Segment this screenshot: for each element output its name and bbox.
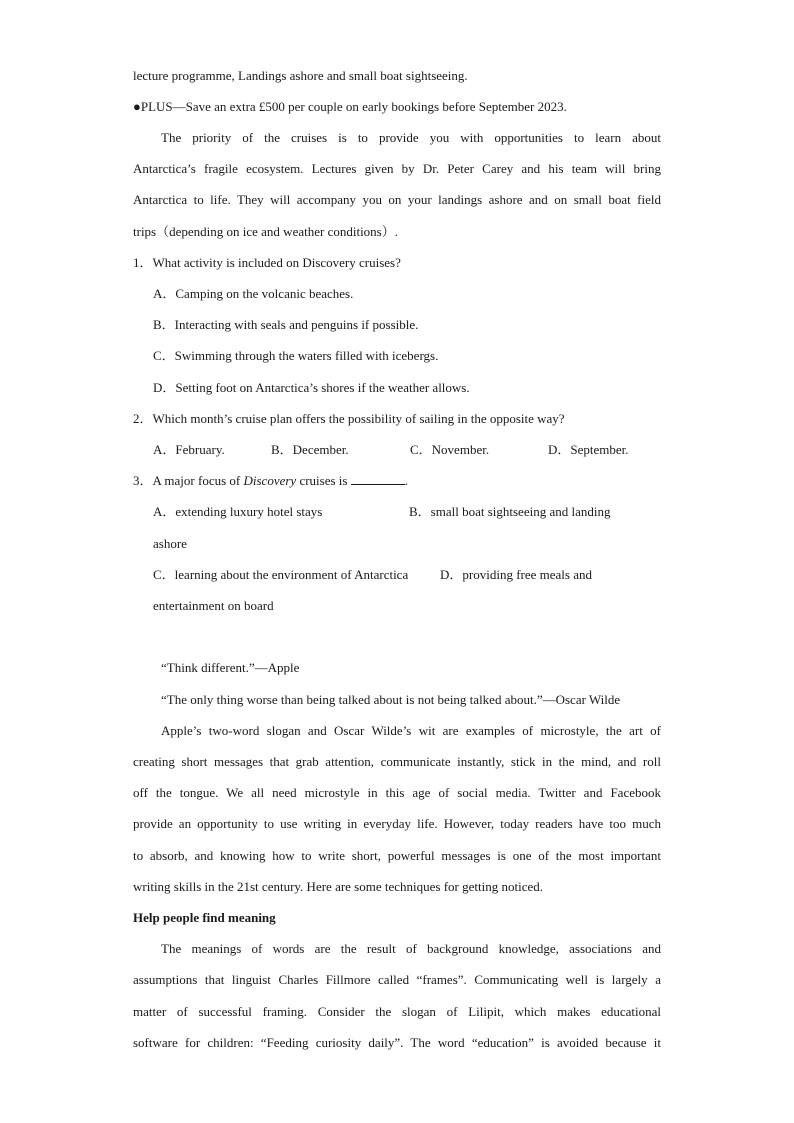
priority-line-3: Antarctica to life. They will accompany you on your landings ashore and on small boat field (133, 192, 661, 207)
question-2-option-d: D．September. (548, 442, 629, 457)
question-1-option-a: A．Camping on the volcanic beaches. (153, 286, 354, 301)
meaning-line-1: The meanings of words are the result of background knowledge, associations and (161, 941, 661, 956)
microstyle-line-1: Apple’s two-word slogan and Oscar Wilde’s wit are examples of microstyle, the art of (161, 723, 661, 738)
plus-offer-line: ●PLUS—Save an extra £500 per couple on early bookings before September 2023. (133, 99, 567, 114)
question-3-option-b: B．small boat sightseeing and landing (409, 504, 611, 519)
question-1-stem: 1．What activity is included on Discovery cruises? (133, 255, 401, 270)
question-1-option-c: C．Swimming through the waters filled with icebergs. (153, 348, 439, 363)
question-2-stem: 2．Which month’s cruise plan offers the possibility of sailing in the opposite way? (133, 411, 565, 426)
question-3-option-c: C．learning about the environment of Antarctica (153, 567, 409, 582)
question-3-option-d: D．providing free meals and (440, 567, 592, 582)
question-2-option-b: B．December. (271, 442, 349, 457)
quote-wilde: “The only thing worse than being talked about is not being talked about.”—Oscar Wilde (161, 692, 621, 707)
section-heading (133, 910, 661, 926)
question-3-stem-post: cruises is (296, 473, 348, 488)
question-1-option-b: B．Interacting with seals and penguins if possible. (153, 317, 419, 332)
question-3-stem-italic: Discovery (243, 473, 297, 488)
microstyle-line-5: to absorb, and knowing how to write short, powerful messages is one of the most important (133, 848, 661, 863)
question-3-stem-end: . (404, 473, 408, 488)
meaning-line-2: assumptions that linguist Charles Fillmore called “frames”. Communicating well is largely a (133, 972, 661, 987)
microstyle-line-3: off the tongue. We all need microstyle in this age of social media. Twitter and Facebook (133, 785, 661, 800)
section-heading-text: Help people find meaning (133, 910, 276, 925)
question-3-stem (133, 473, 661, 489)
microstyle-line-4: provide an opportunity to use writing in everyday life. However, today readers have too much (133, 816, 661, 831)
microstyle-line-2: creating short messages that grab attention, communicate instantly, stick in the mind, and roll (133, 754, 661, 769)
question-3-option-b-cont: ashore (153, 536, 187, 551)
priority-line-1: The priority of the cruises is to provide you with opportunities to learn about (161, 130, 661, 145)
question-1-option-d: D．Setting foot on Antarctica’s shores if the weather allows. (153, 380, 470, 395)
microstyle-line-6: writing skills in the 21st century. Here are some techniques for getting noticed. (133, 879, 543, 894)
meaning-line-4: software for children: “Feeding curiosity daily”. The word “education” is avoided because it (133, 1035, 661, 1050)
meaning-line-3: matter of successful framing. Consider the slogan of Lilipit, which makes educational (133, 1004, 661, 1019)
question-3-option-d-cont: entertainment on board (153, 598, 274, 613)
question-3-option-a: A．extending luxury hotel stays (153, 504, 323, 519)
priority-line-4: trips（depending on ice and weather conditions）. (133, 224, 398, 239)
answer-blank (351, 473, 405, 485)
question-2-option-c: C．November. (410, 442, 490, 457)
intro-tail-line: lecture programme, Landings ashore and small boat sightseeing. (133, 68, 468, 83)
question-2-option-a: A．February. (153, 442, 225, 457)
question-3-stem-pre: 3．A major focus of (133, 473, 244, 488)
quote-apple: “Think different.”—Apple (161, 660, 300, 675)
priority-line-2: Antarctica’s fragile ecosystem. Lectures given by Dr. Peter Carey and his team will bring (133, 161, 661, 176)
